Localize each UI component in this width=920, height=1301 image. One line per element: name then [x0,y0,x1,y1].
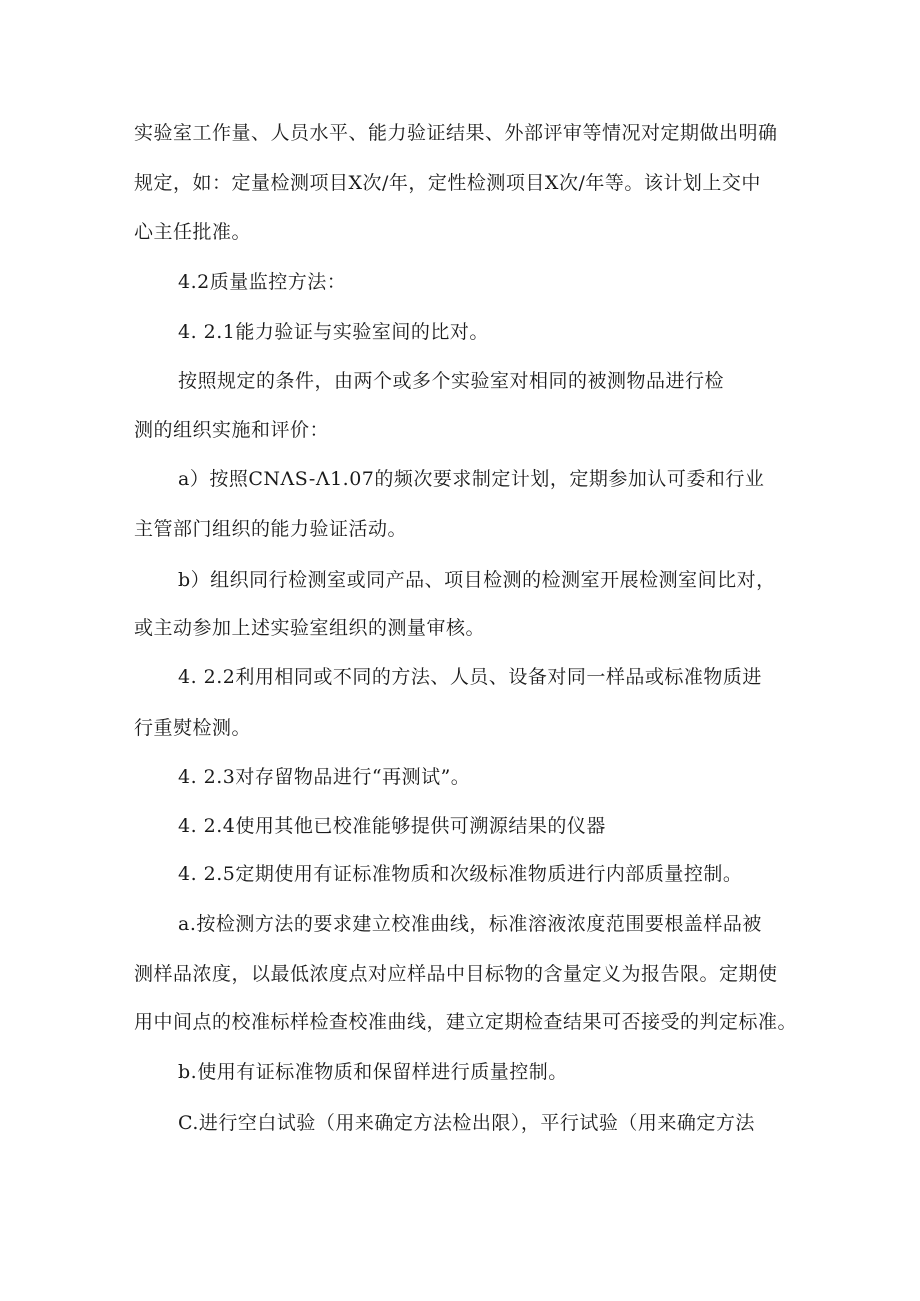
text-line: 规定，如：定量检测项目X次/年，定性检测项目X次/年等。该计划上交中 [134,172,761,194]
text-line: 或主动参加上述实验室组织的测量审核。 [134,617,486,639]
list-item: a）按照CNΛS-Λ1.07的频次要求制定计划，定期参加认可委和行业 [178,468,765,490]
subsection-heading: 4. 2.2利用相同或不同的方法、人员、设备对同一样品或标准物质进 [178,666,762,688]
subsection-heading: 4. 2.1能力验证与实验室间的比对。 [178,321,489,343]
list-item: b.使用有证标准物质和保留样进行质量控制。 [178,1061,568,1083]
text-line: 测样品浓度，以最低浓度点对应样品中目标物的含量定义为报告限。定期使 [134,963,778,985]
list-item: C.进行空白试验（用来确定方法检出限），平行试验（用来确定方法 [178,1112,755,1134]
subsection-heading: 4. 2.5定期使用有证标准物质和次级标准物质进行内部质量控制。 [178,863,743,885]
list-item: b）组织同行检测室或同产品、项目检测的检测室开展检测室间比对， [178,569,776,591]
text-line: 实验室工作量、人员水平、能力验证结果、外部评审等情况对定期做出明确 [134,122,778,144]
text-line: 用中间点的校准标样检查校准曲线，建立定期检查结果可否接受的判定标准。 [134,1011,798,1033]
text-line: 按照规定的条件，由两个或多个实验室对相同的被测物品进行检 [178,370,725,392]
text-line: 心主任批准。 [134,221,252,243]
subsection-heading: 4. 2.4使用其他已校准能够提供可溯源结果的仪器 [178,815,606,837]
list-item: a.按检测方法的要求建立校准曲线，标准溶液浓度范围要根盖样品被 [178,913,762,935]
text-line: 测的组织实施和评价： [134,419,330,441]
text-line: 行重熨检测。 [134,717,252,739]
section-heading: 4.2质量监控方法： [178,271,347,293]
subsection-heading: 4. 2.3对存留物品进行“再测试”。 [178,766,471,788]
text-line: 主管部门组织的能力验证活动。 [134,518,408,540]
